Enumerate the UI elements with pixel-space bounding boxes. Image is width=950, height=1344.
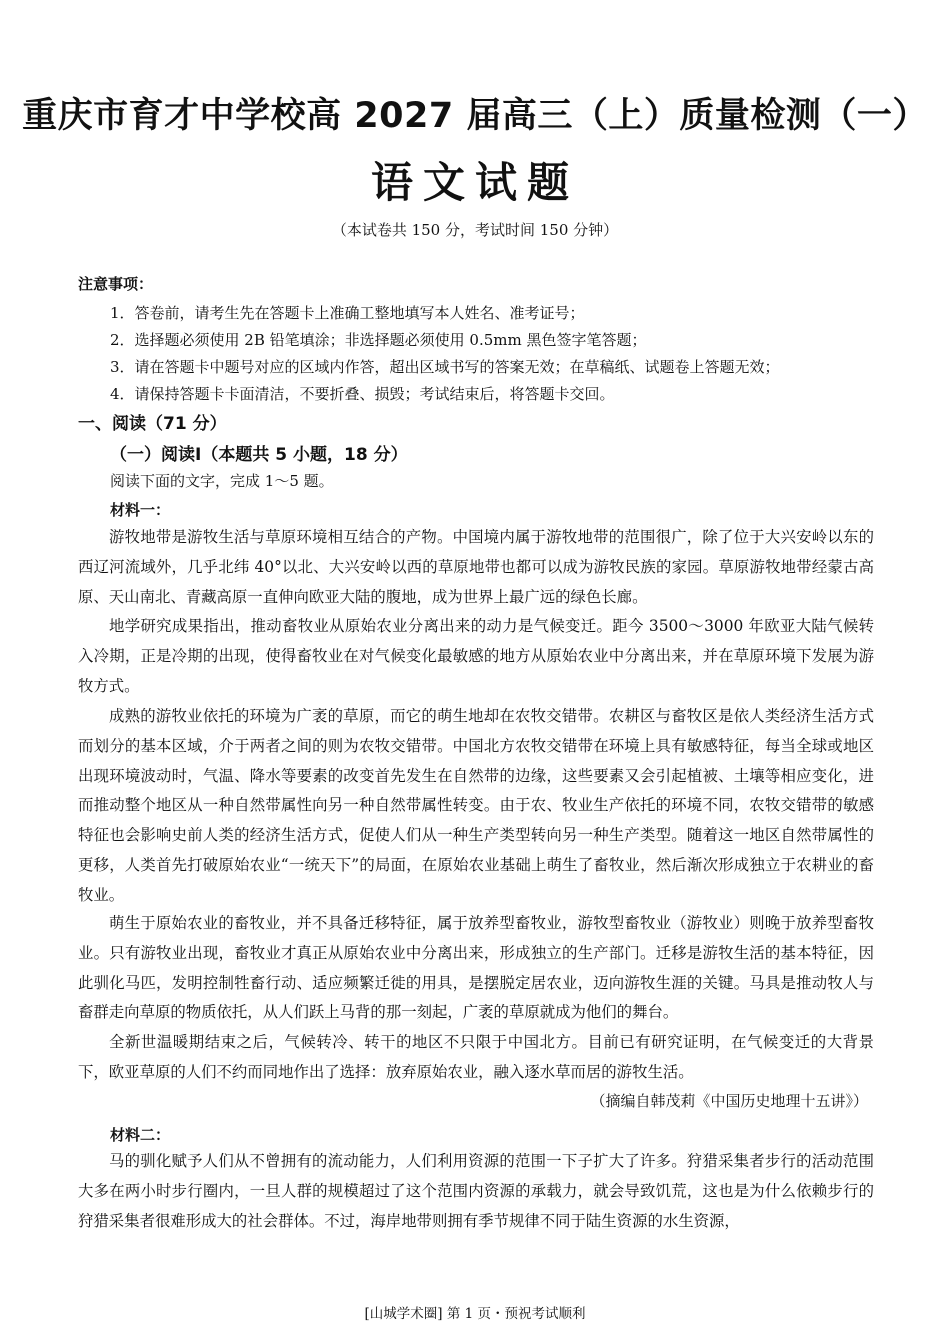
section-heading: 一、阅读（71 分） <box>78 414 227 434</box>
material-two-label: 材料二： <box>110 1126 171 1144</box>
reading-instruction: 阅读下面的文字，完成 1～5 题。 <box>110 472 334 490</box>
notice-item: 4．请保持答题卡卡面清洁，不要折叠、损毁；考试结束后，将答题卡交回。 <box>110 385 615 403</box>
notice-item: 3．请在答题卡中题号对应的区域内作答，超出区域书写的答案无效；在草稿纸、试题卷上答题无效； <box>110 358 780 376</box>
subject-title: 语文试题 <box>370 158 579 207</box>
material-one-paragraph: 全新世温暖期结束之后，气候转冷、转干的地区不只限于中国北方。目前已有研究证明，在气候变迁的大背景下，欧亚草原的人们不约而同地作出了选择：放弃原始农业，融入逐水草而居的游牧生活。 <box>78 1033 874 1081</box>
notice-heading: 注意事项： <box>78 275 154 293</box>
material-one-label: 材料一： <box>110 501 171 519</box>
material-one-paragraph: 游牧地带是游牧生活与草原环境相互结合的产物。中国境内属于游牧地带的范围很广，除了位于大兴安岭以东的西辽河流域外，几乎北纬 40°以北、大兴安岭以西的草原地带也都可以成为游牧民族的家园。草原游牧地带经蒙古高原、天山南北、青藏高原一直伸向欧亚大陆的腹地，成为世界上最广远的绿色长廊。 <box>78 528 874 606</box>
section-subheading: （一）阅读Ⅰ（本题共 5 小题，18 分） <box>110 445 408 465</box>
exam-title: 重庆市育才中学校高 2027 届高三（上）质量检测（一） <box>22 96 928 136</box>
material-one-paragraph: 地学研究成果指出，推动畜牧业从原始农业分离出来的动力是气候变迁。距今 3500～3000 年欧亚大陆气候转入冷期，正是冷期的出现，使得畜牧业在对气候变化最敏感的地方从原始农业中分离出来，并在草原环境下发展为游牧方式。 <box>78 617 874 695</box>
notice-item: 2．选择题必须使用 2B 铅笔填涂；非选择题必须使用 0.5mm 黑色签字笔答题； <box>110 331 647 349</box>
notice-item: 1．答卷前，请考生先在答题卡上准确工整地填写本人姓名、准考证号； <box>110 304 585 322</box>
material-one-source: （摘编自韩茂莉《中国历史地理十五讲》） <box>590 1092 868 1110</box>
material-two-paragraph: 马的驯化赋予人们从不曾拥有的流动能力，人们利用资源的范围一下子扩大了许多。狩猎采集者步行的活动范围大多在两小时步行圈内，一旦人群的规模超过了这个范围内资源的承载力，就会导致饥荒，这也是为什么依赖步行的狩猎采集者很难形成大的社会群体。不过，海岸地带则拥有季节规律不同于陆生资源的水生资源， <box>78 1152 874 1230</box>
material-one-paragraph: 萌生于原始农业的畜牧业，并不具备迁移特征，属于放养型畜牧业，游牧型畜牧业（游牧业）则晚于放养型畜牧业。只有游牧业出现，畜牧业才真正从原始农业中分离出来，形成独立的生产部门。迁移是游牧生活的基本特征，因此驯化马匹，发明控制牲畜行动、适应频繁迁徙的用具，是摆脱定居农业，迈向游牧生涯的关键。马具是推动牧人与畜群走向草原的物质依托，从人们跃上马背的那一刻起，广袤的草原就成为他们的舞台。 <box>78 914 874 1022</box>
exam-info: （本试卷共 150 分，考试时间 150 分钟） <box>331 221 619 239</box>
material-one-paragraph: 成熟的游牧业依托的环境为广袤的草原，而它的萌生地却在农牧交错带。农耕区与畜牧区是依人类经济生活方式而划分的基本区域，介于两者之间的则为农牧交错带。中国北方农牧交错带在环境上具有敏感特征，每当全球或地区出现环境波动时，气温、降水等要素的改变首先发生在自然带的边缘，这些要素又会引起植被、土壤等相应变化，进而推动整个地区从一种自然带属性向另一种自然带属性转变。由于农、牧业生产依托的环境不同，农牧交错带的敏感特征也会影响史前人类的经济生活方式，促使人们从一种生产类型转向另一种生产类型。随着这一地区自然带属性的更移，人类首先打破原始农业“一统天下”的局面，在原始农业基础上萌生了畜牧业，然后渐次形成独立于农耕业的畜牧业。 <box>78 707 874 904</box>
page-footer: [山城学术圈] 第 1 页・预祝考试顺利 <box>364 1306 586 1322</box>
